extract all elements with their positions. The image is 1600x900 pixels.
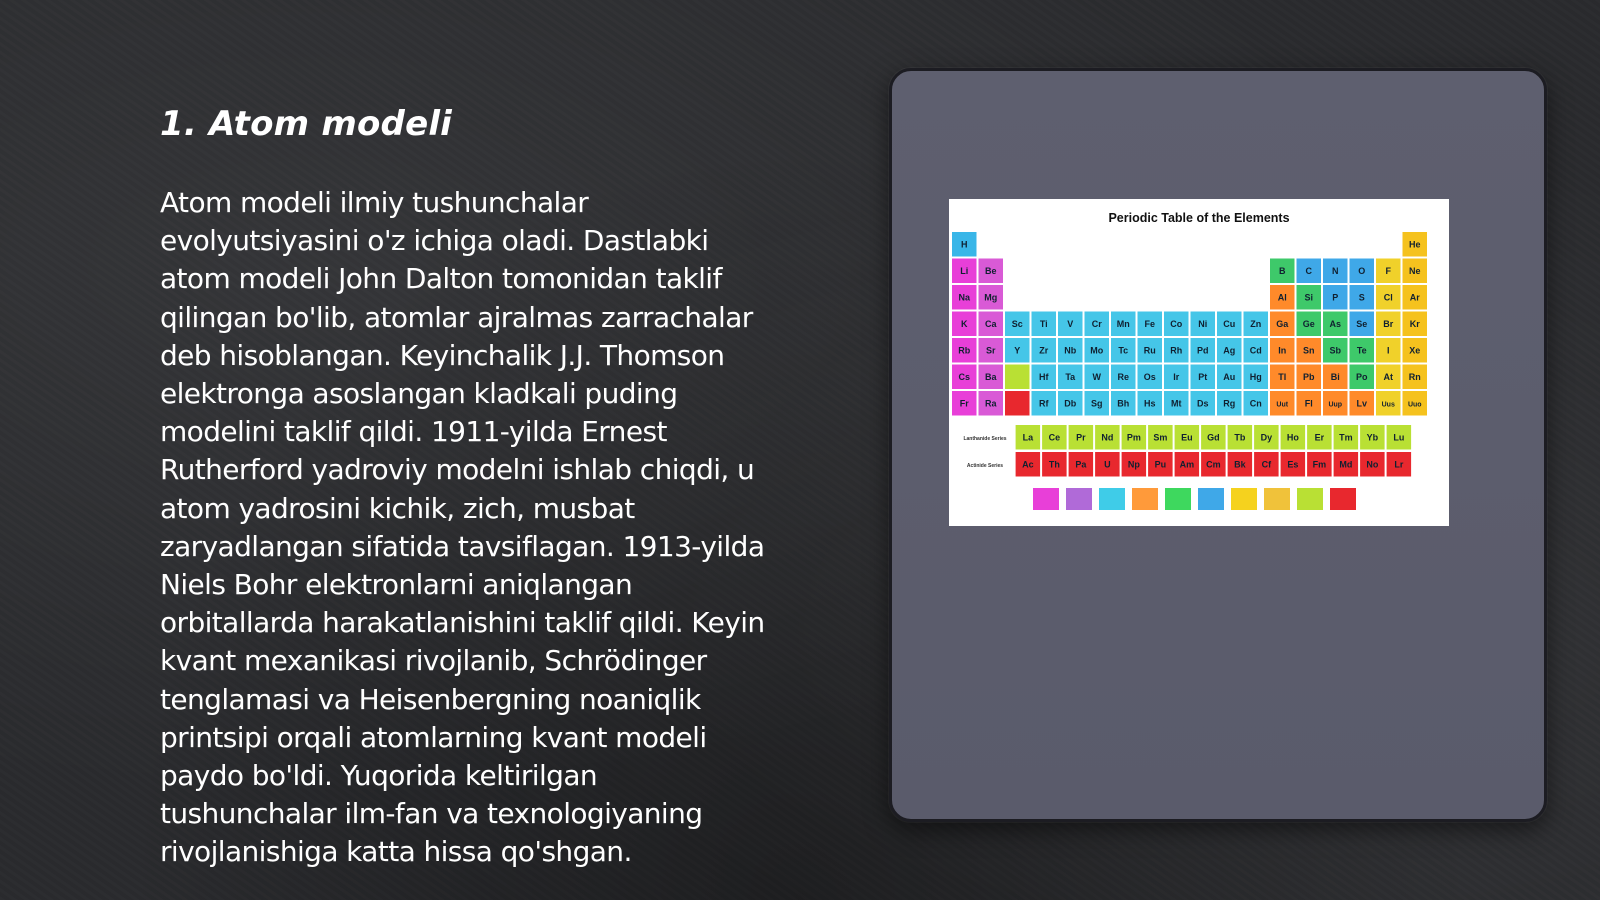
legend-swatch <box>1198 488 1224 510</box>
body-line: elektronga asoslangan kladkali puding <box>160 377 678 411</box>
element-symbol: Os <box>1143 371 1156 382</box>
element-symbol: Sm <box>1153 432 1168 443</box>
body-line: qilingan bo'lib, atomlar ajralmas zarrachalar <box>160 300 753 334</box>
element-symbol: V <box>1067 318 1074 329</box>
element-symbol: Re <box>1117 371 1130 382</box>
element-symbol: Fl <box>1304 398 1313 409</box>
element-symbol: At <box>1383 371 1393 382</box>
legend-swatch <box>1264 488 1290 510</box>
element-symbol: Mo <box>1090 345 1104 356</box>
element-symbol: Db <box>1064 398 1077 409</box>
element-symbol: Mg <box>984 292 998 303</box>
element-symbol: Cr <box>1091 318 1102 329</box>
body-line: zaryadlangan sifatida tavsiflagan. 1913-yilda <box>160 529 765 563</box>
element-symbol: Sn <box>1302 345 1315 356</box>
element-symbol: Nd <box>1101 432 1114 443</box>
element-symbol: P <box>1332 292 1339 303</box>
element-symbol: Cd <box>1249 345 1262 356</box>
element-symbol: Xe <box>1409 345 1421 356</box>
element-symbol: Ds <box>1196 398 1209 409</box>
element-symbol: Uut <box>1276 401 1289 409</box>
element-symbol: Es <box>1287 459 1299 470</box>
element-symbol: Al <box>1277 292 1287 303</box>
body-line: modelini taklif qildi. 1911-yilda Ernest <box>160 415 667 449</box>
element-symbol: Er <box>1314 432 1325 443</box>
body-line: Rutherford yadroviy modelni ishlab chiqdi, u <box>160 453 755 487</box>
element-symbol: Hg <box>1249 371 1262 382</box>
element-symbol: Pd <box>1196 345 1209 356</box>
element-symbol: Zr <box>1039 345 1049 356</box>
element-symbol: Fr <box>959 398 969 409</box>
element-symbol: Cf <box>1261 459 1272 470</box>
legend-swatch <box>1132 488 1158 510</box>
body-line: printsipi orqali atomlarning kvant modeli <box>160 720 707 754</box>
legend-swatch <box>1231 488 1257 510</box>
element-symbol: Ir <box>1173 371 1180 382</box>
periodic-table-svg <box>949 199 1449 526</box>
body-line: paydo bo'ldi. Yuqorida keltirilgan <box>160 759 598 793</box>
element-symbol: U <box>1104 459 1111 470</box>
element-symbol: Cs <box>958 371 971 382</box>
element-symbol: I <box>1386 345 1390 356</box>
element-symbol: Si <box>1304 292 1314 303</box>
element-symbol: Zn <box>1250 318 1262 329</box>
legend-swatch <box>1297 488 1323 510</box>
element-symbol: No <box>1366 459 1379 470</box>
element-cell <box>1005 365 1030 390</box>
element-symbol: Pa <box>1075 459 1087 470</box>
element-symbol: Pm <box>1126 432 1141 443</box>
actinide-series-label: Actinide Series <box>966 463 1004 469</box>
periodic-table-image <box>949 199 1449 526</box>
element-symbol: Tc <box>1118 345 1129 356</box>
body-line: tushunchalar ilm-fan va texnologiyaning <box>160 797 703 831</box>
element-symbol: C <box>1305 265 1312 276</box>
element-symbol: Ru <box>1143 345 1156 356</box>
element-symbol: Lv <box>1356 398 1368 409</box>
element-symbol: Be <box>984 265 997 276</box>
element-symbol: Eu <box>1181 432 1193 443</box>
legend-swatch <box>1330 488 1356 510</box>
legend-swatch <box>1165 488 1191 510</box>
element-symbol: Th <box>1048 459 1060 470</box>
element-symbol: Np <box>1127 459 1140 470</box>
element-symbol: Ag <box>1223 345 1236 356</box>
element-symbol: Sg <box>1090 398 1103 409</box>
element-symbol: N <box>1332 265 1339 276</box>
element-symbol: Tb <box>1234 432 1246 443</box>
element-symbol: Cn <box>1249 398 1262 409</box>
body-line: orbitallarda harakatlanishini taklif qildi. Keyin <box>160 606 765 640</box>
element-symbol: Pb <box>1302 371 1315 382</box>
element-symbol: Ni <box>1198 318 1208 329</box>
body-line: atom yadrosini kichik, zich, musbat <box>160 491 635 525</box>
element-symbol: Uup <box>1328 401 1343 409</box>
element-symbol: La <box>1022 432 1034 443</box>
element-symbol: Sb <box>1329 345 1342 356</box>
body-line: atom modeli John Dalton tomonidan taklif <box>160 262 722 296</box>
element-symbol: Na <box>958 292 971 303</box>
element-symbol: As <box>1329 318 1342 329</box>
element-symbol: B <box>1279 265 1286 276</box>
element-symbol: Mt <box>1171 398 1182 409</box>
element-symbol: Ga <box>1276 318 1289 329</box>
element-symbol: Au <box>1223 371 1236 382</box>
element-symbol: Sc <box>1011 318 1023 329</box>
element-symbol: Pt <box>1198 371 1208 382</box>
element-symbol: Ti <box>1039 318 1048 329</box>
element-symbol: Ba <box>984 371 997 382</box>
element-symbol: Cl <box>1383 292 1393 303</box>
element-symbol: Nb <box>1064 345 1077 356</box>
element-symbol: Ar <box>1409 292 1420 303</box>
element-symbol: K <box>961 318 968 329</box>
element-symbol: Pr <box>1076 432 1086 443</box>
element-symbol: Ac <box>1022 459 1034 470</box>
element-symbol: W <box>1092 371 1101 382</box>
body-line: Niels Bohr elektronlarni aniqlangan <box>160 568 633 602</box>
body-line: deb hisoblangan. Keyinchalik J.J. Thomson <box>160 338 725 372</box>
element-symbol: Lr <box>1394 459 1404 470</box>
slide-body-text <box>160 184 840 872</box>
body-line: tenglamasi va Heisenbergning noaniqlik <box>160 682 701 716</box>
element-symbol: Fm <box>1312 459 1327 470</box>
element-cell <box>1005 391 1030 416</box>
body-line: kvant mexanikasi rivojlanib, Schrödinger <box>160 644 707 678</box>
element-symbol: Gd <box>1207 432 1220 443</box>
periodic-table-title: Periodic Table of the Elements <box>1108 211 1290 225</box>
element-symbol: S <box>1358 292 1365 303</box>
element-symbol: Bk <box>1234 459 1246 470</box>
element-symbol: Yb <box>1366 432 1379 443</box>
element-symbol: Ca <box>984 318 997 329</box>
element-symbol: Br <box>1383 318 1394 329</box>
element-symbol: Po <box>1355 371 1368 382</box>
element-symbol: Tl <box>1278 371 1287 382</box>
element-symbol: Ta <box>1065 371 1076 382</box>
legend-swatch <box>1066 488 1092 510</box>
element-symbol: Uus <box>1381 401 1395 409</box>
lanthanide-series-label: Lanthanide Series <box>963 436 1007 442</box>
element-symbol: Pu <box>1154 459 1167 470</box>
element-symbol: Tm <box>1339 432 1353 443</box>
element-symbol: Cu <box>1223 318 1236 329</box>
element-symbol: Ce <box>1048 432 1061 443</box>
element-symbol: Y <box>1014 345 1021 356</box>
legend-swatch <box>1099 488 1125 510</box>
element-symbol: Dy <box>1260 432 1273 443</box>
element-symbol: Hs <box>1143 398 1156 409</box>
element-symbol: Rg <box>1223 398 1236 409</box>
body-line: evolyutsiyasini o'z ichiga oladi. Dastlabki <box>160 224 709 258</box>
element-symbol: In <box>1278 345 1287 356</box>
element-symbol: Li <box>960 265 969 276</box>
element-symbol: O <box>1358 265 1366 276</box>
element-symbol: Md <box>1339 459 1353 470</box>
element-symbol: H <box>961 239 968 250</box>
element-symbol: Bi <box>1330 371 1340 382</box>
slide-title: 1. Atom modeli <box>160 104 453 144</box>
element-symbol: Kr <box>1409 318 1420 329</box>
element-symbol: Am <box>1179 459 1195 470</box>
body-line: rivojlanishiga katta hissa qo'shgan. <box>160 835 632 869</box>
element-symbol: Lu <box>1393 432 1405 443</box>
legend-swatch <box>1033 488 1059 510</box>
element-symbol: Sr <box>985 345 996 356</box>
element-symbol: Uuo <box>1407 401 1422 409</box>
element-symbol: Ho <box>1286 432 1299 443</box>
element-symbol: Ra <box>984 398 997 409</box>
element-symbol: He <box>1408 239 1421 250</box>
element-symbol: Se <box>1356 318 1368 329</box>
element-symbol: Mn <box>1116 318 1130 329</box>
element-symbol: Ne <box>1408 265 1421 276</box>
element-symbol: Co <box>1170 318 1183 329</box>
element-symbol: Ge <box>1302 318 1315 329</box>
element-symbol: Fe <box>1144 318 1156 329</box>
element-symbol: Hf <box>1039 371 1049 382</box>
element-symbol: Rh <box>1170 345 1183 356</box>
element-symbol: Rn <box>1408 371 1421 382</box>
element-symbol: Te <box>1356 345 1367 356</box>
element-symbol: F <box>1385 265 1391 276</box>
element-symbol: Cm <box>1206 459 1221 470</box>
body-line: Atom modeli ilmiy tushunchalar <box>160 186 589 219</box>
element-symbol: Rf <box>1039 398 1049 409</box>
element-symbol: Rb <box>958 345 971 356</box>
element-symbol: Bh <box>1117 398 1130 409</box>
